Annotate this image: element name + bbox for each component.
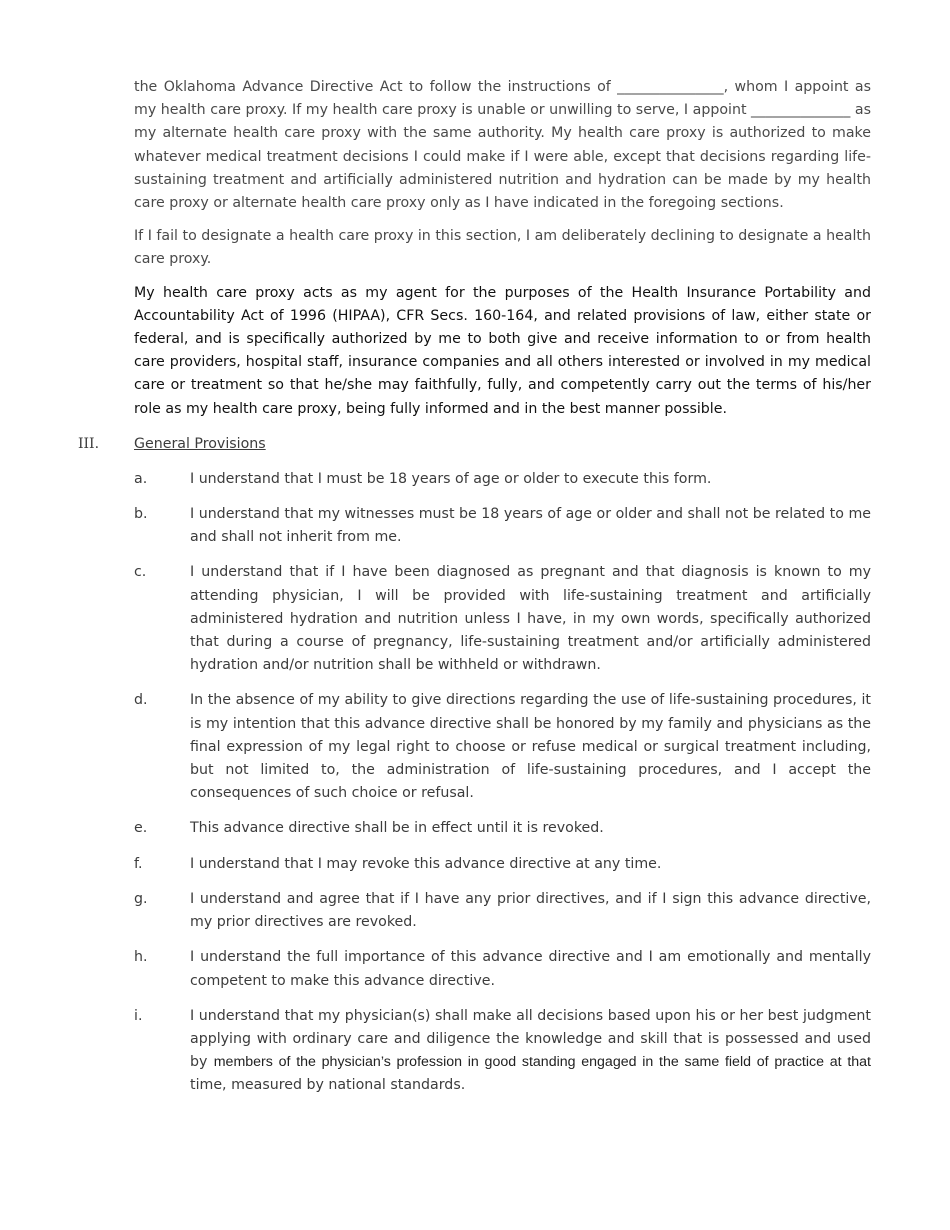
list-item [134, 853, 871, 876]
list-item [134, 561, 871, 677]
list-item-text: I understand the full importance of this advance directive and I am emotionally and mentally competent to make this advance directive. [190, 949, 871, 989]
list-item [134, 503, 871, 549]
list-item-letter: d. [134, 692, 148, 709]
list-item-letter: c. [134, 564, 147, 581]
list-item-text: This advance directive shall be in effect until it is revoked. [190, 820, 604, 837]
list-item-letter: e. [134, 820, 148, 837]
list-item-letter: b. [134, 506, 148, 523]
list-item [134, 817, 871, 840]
section-title: General Provisions [134, 435, 266, 452]
list-item [134, 946, 871, 992]
list-item [134, 468, 871, 491]
list-item-text: I understand that I must be 18 years of age or older to execute this form. [190, 470, 712, 487]
list-item-text: I understand that if I have been diagnosed as pregnant and that diagnosis is known to my attending physician, I will be provided with life-sustaining treatment and artificially administered hydration and nutrition unless I have, in my own words, specifically authorized that during a course of pregnancy, life-sustaining treatment and/or artificially administered hydration and/or nutrition shall be withheld or withdrawn. [190, 564, 871, 674]
list-item [134, 689, 871, 805]
list-item-text-part: time, measured by national standards. [190, 1077, 466, 1094]
paragraph-hipaa-agent: My health care proxy acts as my agent for the purposes of the Health Insurance Portability and Accountability Act of 1996 (HIPAA), CFR Secs. 160-164, and related provisions of law, either state or federal, and is specifically authorized by me to both give and receive information to or from health care providers, hospital staff, insurance companies and all others interested or involved in my medical care or treatment so that he/she may faithfully, fully, and competently carry out the terms of his/her role as my health care proxy, being fully informed and in the best manner possible. [134, 284, 871, 417]
list-item-text [190, 1005, 871, 1098]
list-item-letter: a. [134, 470, 148, 487]
document-page [78, 76, 871, 1110]
list-item-text: I understand that I may revoke this advance directive at any time. [190, 855, 662, 872]
list-item-text: I understand and agree that if I have any prior directives, and if I sign this advance directive, my prior directives are revoked. [190, 890, 871, 931]
section-number: III. [78, 435, 100, 452]
paragraph-proxy-appointment: the Oklahoma Advance Directive Act to follow the instructions of _______________, whom I appoint as my health care proxy. If my health care proxy is unable or unwilling to serve, I appoint ______________ as my alternate health care proxy with the same authority. My health care proxy is authorized to make whatever medical treatment decisions I could make if I were able, except that decisions regarding life-sustaining treatment and artificially administered nutrition and hydration can be made by my health care proxy or alternate health care proxy only as I have indicated in the foregoing sections. [134, 79, 871, 212]
list-item-letter: g. [134, 890, 148, 907]
list-item-letter: i. [134, 1007, 143, 1024]
list-item [134, 888, 871, 934]
list-item-text: In the absence of my ability to give directions regarding the use of life-sustaining procedures, it is my intention that this advance directive shall be honored by my family and physicians as the final expression of my legal right to choose or refuse medical or surgical treatment including, but not limited to, the administration of life-sustaining procedures, and I accept the consequences of such choice or refusal. [190, 692, 871, 802]
list-item-text-part: members of the physician’s profession in good standing engaged in the same field of practice at that [213, 1054, 871, 1071]
list-item [134, 1005, 871, 1098]
paragraph-no-proxy: If I fail to designate a health care proxy in this section, I am deliberately declining to designate a health care proxy. [134, 228, 871, 268]
list-item-text: I understand that my witnesses must be 18 years of age or older and shall not be related to me and shall not inherit from me. [190, 506, 871, 546]
list-item-text-part: I understand that my physician(s) shall make all decisions based upon his or her best judgment applying with ordinary care and diligence the knowledge and skill that is possessed and used by [190, 1007, 871, 1071]
list-item-letter: f. [134, 855, 143, 872]
list-item-letter: h. [134, 949, 148, 966]
section-heading [78, 433, 871, 456]
